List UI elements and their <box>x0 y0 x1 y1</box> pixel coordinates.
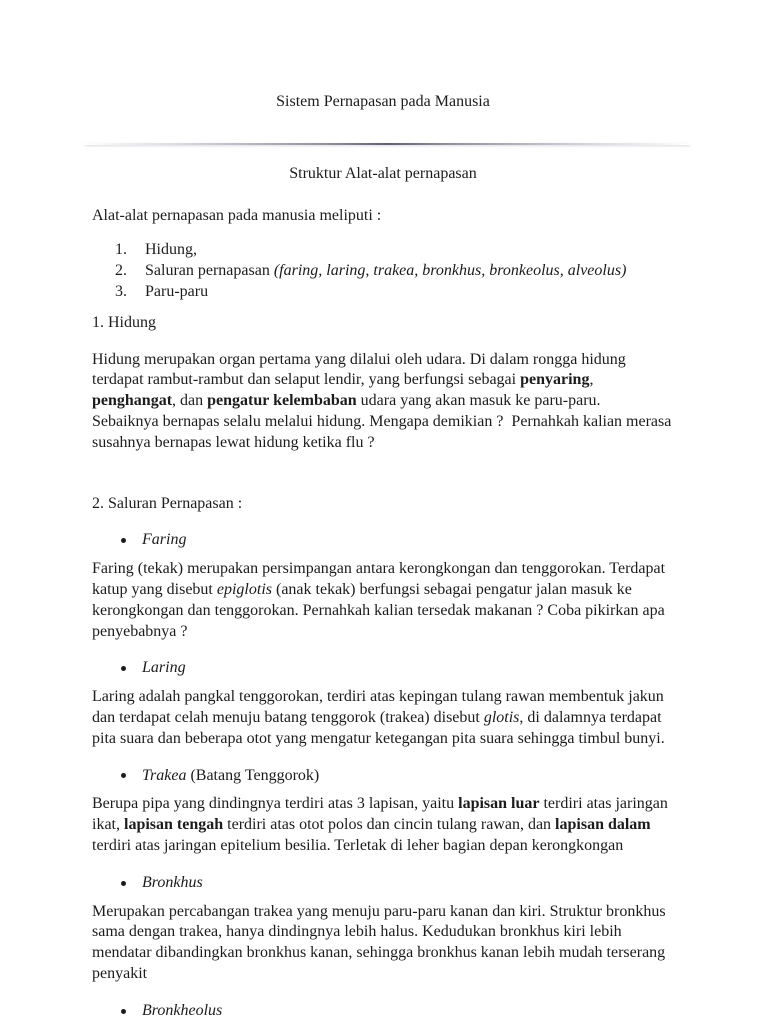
text-run: , dan <box>172 392 208 410</box>
bullet-icon <box>121 1009 126 1014</box>
section-hidung-heading: 1. Hidung <box>92 313 156 331</box>
bullet-list-item <box>92 873 674 894</box>
bullet-list-item <box>92 1001 674 1022</box>
text-run: Hidung, <box>145 241 197 259</box>
bullet-item-paragraph <box>92 559 674 642</box>
bullet-list-item <box>92 530 674 551</box>
respiratory-organs-numbered-list <box>92 240 674 302</box>
italic-text-run: (faring, laring, trakea, bronkhus, bronkeolus, alveolus) <box>273 262 627 280</box>
italic-text-run: Trakea <box>142 766 187 784</box>
body-paragraph <box>92 350 674 412</box>
text-run: Saluran pernapasan <box>145 262 274 280</box>
text-run: terdiri atas otot polos dan cincin tulang rawan, dan <box>223 816 556 834</box>
list-item-number: 1. <box>115 241 127 259</box>
list-item-text <box>145 261 626 282</box>
text-run: terdiri atas jaringan ikat, <box>92 795 672 834</box>
text-run: Paru-paru <box>145 282 209 300</box>
section-saluran-heading: 2. Saluran Pernapasan : <box>92 494 243 512</box>
text-run: Laring adalah pangkal tenggorokan, terdiri atas kepingan tulang rawan membentuk jakun dan terdapat celah menuju batang tenggorok (trakea) disebut <box>92 688 668 726</box>
document-subtitle: Struktur Alat-alat pernapasan <box>289 164 477 182</box>
bold-text-run: penyaring <box>520 371 590 389</box>
italic-text-run: glotis <box>483 708 520 726</box>
list-item-number: 3. <box>115 282 127 300</box>
horizontal-divider <box>85 143 690 145</box>
text-run: (Batang Tenggorok) <box>186 766 320 784</box>
numbered-list-item <box>92 261 674 282</box>
numbered-list-item <box>92 240 674 261</box>
italic-text-run: Laring <box>142 659 186 677</box>
bullet-term-label <box>142 873 203 894</box>
section-hidung-body <box>92 350 674 454</box>
bullet-term-label <box>142 1001 222 1022</box>
bold-text-run: penghangat <box>92 392 173 410</box>
italic-text-run: Bronkheolus <box>142 1001 223 1019</box>
airway-parts-list <box>92 530 674 1021</box>
bullet-term-label <box>142 766 319 787</box>
numbered-list-item <box>92 282 674 303</box>
bullet-item-paragraph <box>92 902 674 985</box>
italic-text-run: Bronkhus <box>142 873 203 891</box>
text-run: Merupakan percabangan trakea yang menuju paru-paru kanan dan kiri. Struktur bronkhus sama dengan trakea, hanya dindingnya lebih halus. Kedudukan bronkhus kiri lebih mendatar dibandingkan bronkhus kanan, sehingga bronkhus kanan lebih mudah terserang penyakit <box>92 902 670 982</box>
bullet-icon <box>121 773 126 778</box>
text-run: Hidung merupakan organ pertama yang dilalui oleh udara. Di dalam rongga hidung terdapat rambut-rambut dan selaput lendir, yang berfungsi sebagai <box>92 350 630 389</box>
bullet-term-label <box>142 530 186 551</box>
bold-text-run: lapisan dalam <box>555 816 651 834</box>
bold-text-run: lapisan tengah <box>124 816 224 834</box>
list-item-text <box>145 240 197 261</box>
text-run: Berupa pipa yang dindingnya terdiri atas 3 lapisan, yaitu <box>92 795 459 813</box>
list-item-text <box>145 282 208 303</box>
bullet-icon <box>121 666 126 671</box>
text-run: Sebaiknya bernapas selalu melalui hidung. Mengapa demikian ? Pernahkah kalian merasa susahnya bernapas lewat hidung ketika flu ? <box>92 412 676 451</box>
text-run: , di dalamnya terdapat pita suara dan beberapa otot yang mengatur ketegangan pita suara sehingga timbul bunyi. <box>92 708 666 747</box>
bold-text-run: lapisan luar <box>458 795 540 813</box>
bullet-icon <box>121 538 126 543</box>
italic-text-run: epiglotis <box>216 580 272 598</box>
list-item-number: 2. <box>115 262 127 280</box>
text-run: , <box>589 371 598 389</box>
bold-text-run: pengatur kelembaban <box>207 392 357 410</box>
text-run: terdiri atas jaringan epitelium besilia. Terletak di leher bagian depan kerongkongan <box>92 816 655 854</box>
text-run: (anak tekak) berfungsi sebagai pengatur jalan masuk ke kerongkongan dan tenggorokan. Pernahkah kalian tersedak makanan ? Coba pikirkan apa penyebabnya ? <box>92 580 669 640</box>
document-title: Sistem Pernapasan pada Manusia <box>276 93 490 110</box>
bullet-icon <box>121 881 126 886</box>
bullet-list-item <box>92 658 674 679</box>
bullet-term-label <box>142 658 186 679</box>
bullet-item-paragraph <box>92 687 674 749</box>
bullet-list-item <box>92 766 674 787</box>
italic-text-run: Faring <box>142 531 187 549</box>
intro-paragraph: Alat-alat pernapasan pada manusia meliputi : <box>92 206 382 224</box>
bullet-item-paragraph <box>92 794 674 856</box>
body-paragraph <box>92 412 674 454</box>
text-run: Faring (tekak) merupakan persimpangan antara kerongkongan dan tenggorokan. Terdapat katup yang disebut <box>92 560 670 598</box>
text-run: udara yang akan masuk ke paru-paru. <box>356 392 601 410</box>
